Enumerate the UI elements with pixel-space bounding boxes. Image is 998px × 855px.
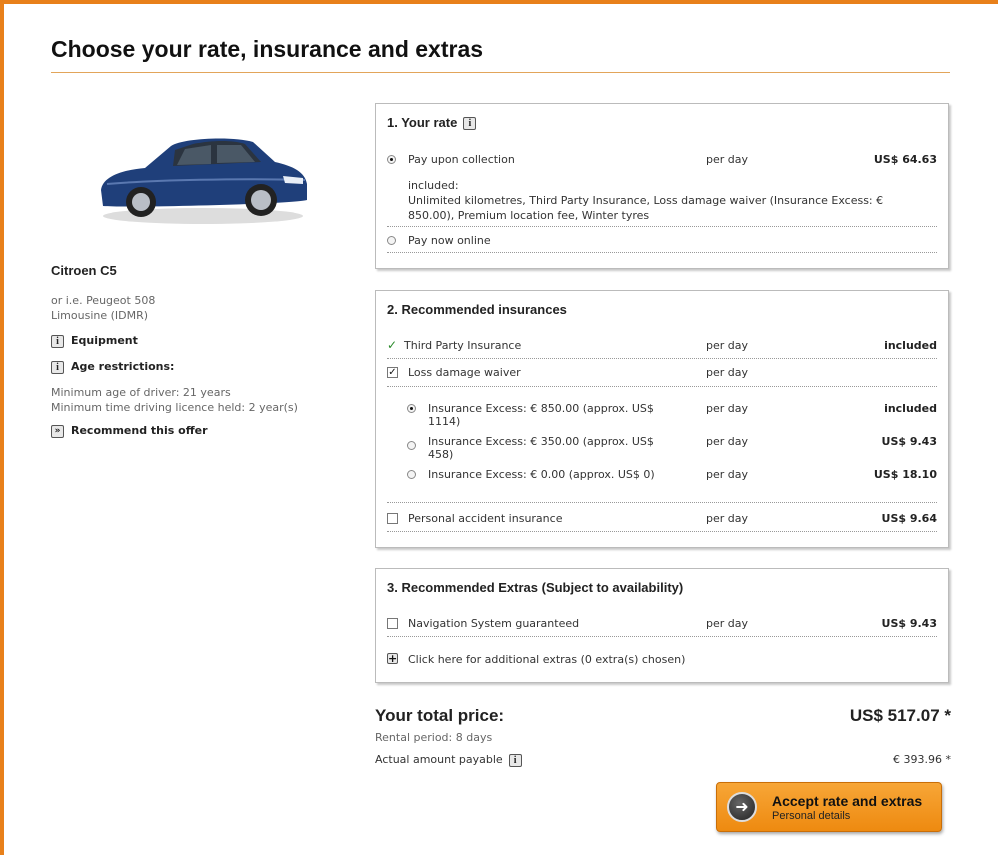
excess-label — [428, 435, 654, 461]
per-day-label: per day — [706, 366, 749, 379]
insurances-box-title: 2. Recommended insurances — [387, 302, 567, 317]
car-alternatives — [51, 293, 155, 323]
recommend-offer-label: Recommend this offer — [71, 424, 208, 437]
per-day-label: per day — [706, 617, 749, 630]
row-divider — [387, 226, 937, 227]
car-category: Limousine (IDMR) — [51, 309, 149, 322]
min-licence: Minimum time driving licence held: 2 year(s) — [51, 401, 298, 414]
checkmark-icon: ✓ — [387, 338, 398, 352]
excess-price: US$ 9.43 — [881, 435, 937, 448]
extra-price: US$ 9.43 — [881, 617, 937, 630]
car-alt-model: or i.e. Peugeot 508 — [51, 294, 156, 307]
info-icon: i — [51, 361, 64, 374]
extra-label: Navigation System guaranteed — [408, 617, 580, 630]
accept-button-sublabel: Personal details — [772, 810, 851, 822]
navigation-checkbox[interactable] — [387, 618, 398, 629]
radio-excess-350[interactable] — [407, 441, 416, 450]
excess-price: included — [884, 402, 937, 415]
actual-amount-text: Actual amount payable — [375, 753, 503, 766]
insurance-label: Third Party Insurance — [404, 339, 522, 352]
radio-excess-850[interactable] — [407, 404, 416, 413]
extras-box-title: 3. Recommended Extras (Subject to availability) — [387, 580, 684, 595]
row-divider — [387, 502, 937, 503]
included-heading: included: — [408, 179, 459, 192]
rate-option-label: Pay now online — [408, 234, 491, 247]
age-restrictions-link[interactable] — [51, 360, 174, 374]
car-image — [93, 128, 313, 228]
additional-extras-label: Click here for additional extras (0 extra(s) chosen) — [408, 653, 686, 666]
insurance-label: Personal accident insurance — [408, 512, 563, 525]
info-icon[interactable]: i — [509, 754, 522, 767]
insurance-label: Loss damage waiver — [408, 366, 521, 379]
page-title: Choose your rate, insurance and extras — [51, 36, 484, 62]
rate-box-title — [387, 115, 476, 130]
included-text-line: 850.00), Premium location fee, Winter tyres — [408, 209, 650, 222]
age-restrictions-text — [51, 385, 298, 415]
included-items — [408, 178, 908, 223]
per-day-label: per day — [706, 402, 749, 415]
excess-line1: Insurance Excess: € 350.00 (approx. US$ — [428, 435, 654, 448]
included-text-line: Unlimited kilometres, Third Party Insurance, Loss damage waiver (Insurance Excess: € — [408, 194, 884, 207]
excess-line2: 1114) — [428, 415, 461, 428]
actual-amount-label — [375, 753, 522, 767]
info-icon[interactable]: i — [463, 117, 476, 130]
info-icon: i — [51, 335, 64, 348]
age-restrictions-label: Age restrictions: — [71, 360, 175, 373]
accept-button-label: Accept rate and extras — [772, 793, 923, 809]
equipment-label: Equipment — [71, 334, 138, 347]
insurance-price: US$ 9.64 — [881, 512, 937, 525]
min-age: Minimum age of driver: 21 years — [51, 386, 231, 399]
total-price: US$ 517.07 * — [849, 706, 951, 725]
row-divider — [387, 252, 937, 253]
excess-line1: Insurance Excess: € 850.00 (approx. US$ — [428, 402, 654, 415]
arrow-right-icon: ➜ — [727, 792, 757, 822]
equipment-link[interactable] — [51, 334, 138, 348]
title-divider — [51, 72, 950, 73]
ldw-checkbox[interactable]: ✓ — [388, 367, 397, 378]
personal-accident-checkbox[interactable] — [387, 513, 398, 524]
rate-price: US$ 64.63 — [873, 153, 937, 166]
per-day-label: per day — [706, 512, 749, 525]
row-divider — [387, 636, 937, 637]
excess-price: US$ 18.10 — [873, 468, 937, 481]
radio-pay-online[interactable] — [387, 236, 396, 245]
rate-option-label: Pay upon collection — [408, 153, 515, 166]
extras-box — [375, 568, 949, 683]
excess-label: Insurance Excess: € 0.00 (approx. US$ 0) — [428, 468, 655, 481]
double-chevron-right-icon: » — [51, 425, 64, 438]
per-day-label: per day — [706, 468, 749, 481]
car-name: Citroen C5 — [51, 263, 117, 278]
per-day-label: per day — [706, 153, 749, 166]
row-divider — [387, 531, 937, 532]
actual-amount-price: € 393.96 * — [893, 753, 951, 766]
row-divider — [387, 386, 937, 387]
excess-label — [428, 402, 654, 428]
rate-title-text: 1. Your rate — [387, 115, 458, 130]
per-day-label: per day — [706, 435, 749, 448]
total-price-label: Your total price: — [375, 706, 505, 725]
per-day-label: per day — [706, 339, 749, 352]
excess-line2: 458) — [428, 448, 454, 461]
recommend-offer-link[interactable] — [51, 424, 208, 438]
radio-excess-0[interactable] — [407, 470, 416, 479]
row-divider — [387, 358, 937, 359]
insurances-box — [375, 290, 949, 548]
accept-rate-button[interactable] — [716, 782, 942, 832]
rate-box — [375, 103, 949, 269]
radio-pay-collection[interactable] — [387, 155, 396, 164]
plus-icon: + — [388, 652, 398, 665]
rental-period: Rental period: 8 days — [375, 731, 493, 744]
insurance-price: included — [884, 339, 937, 352]
